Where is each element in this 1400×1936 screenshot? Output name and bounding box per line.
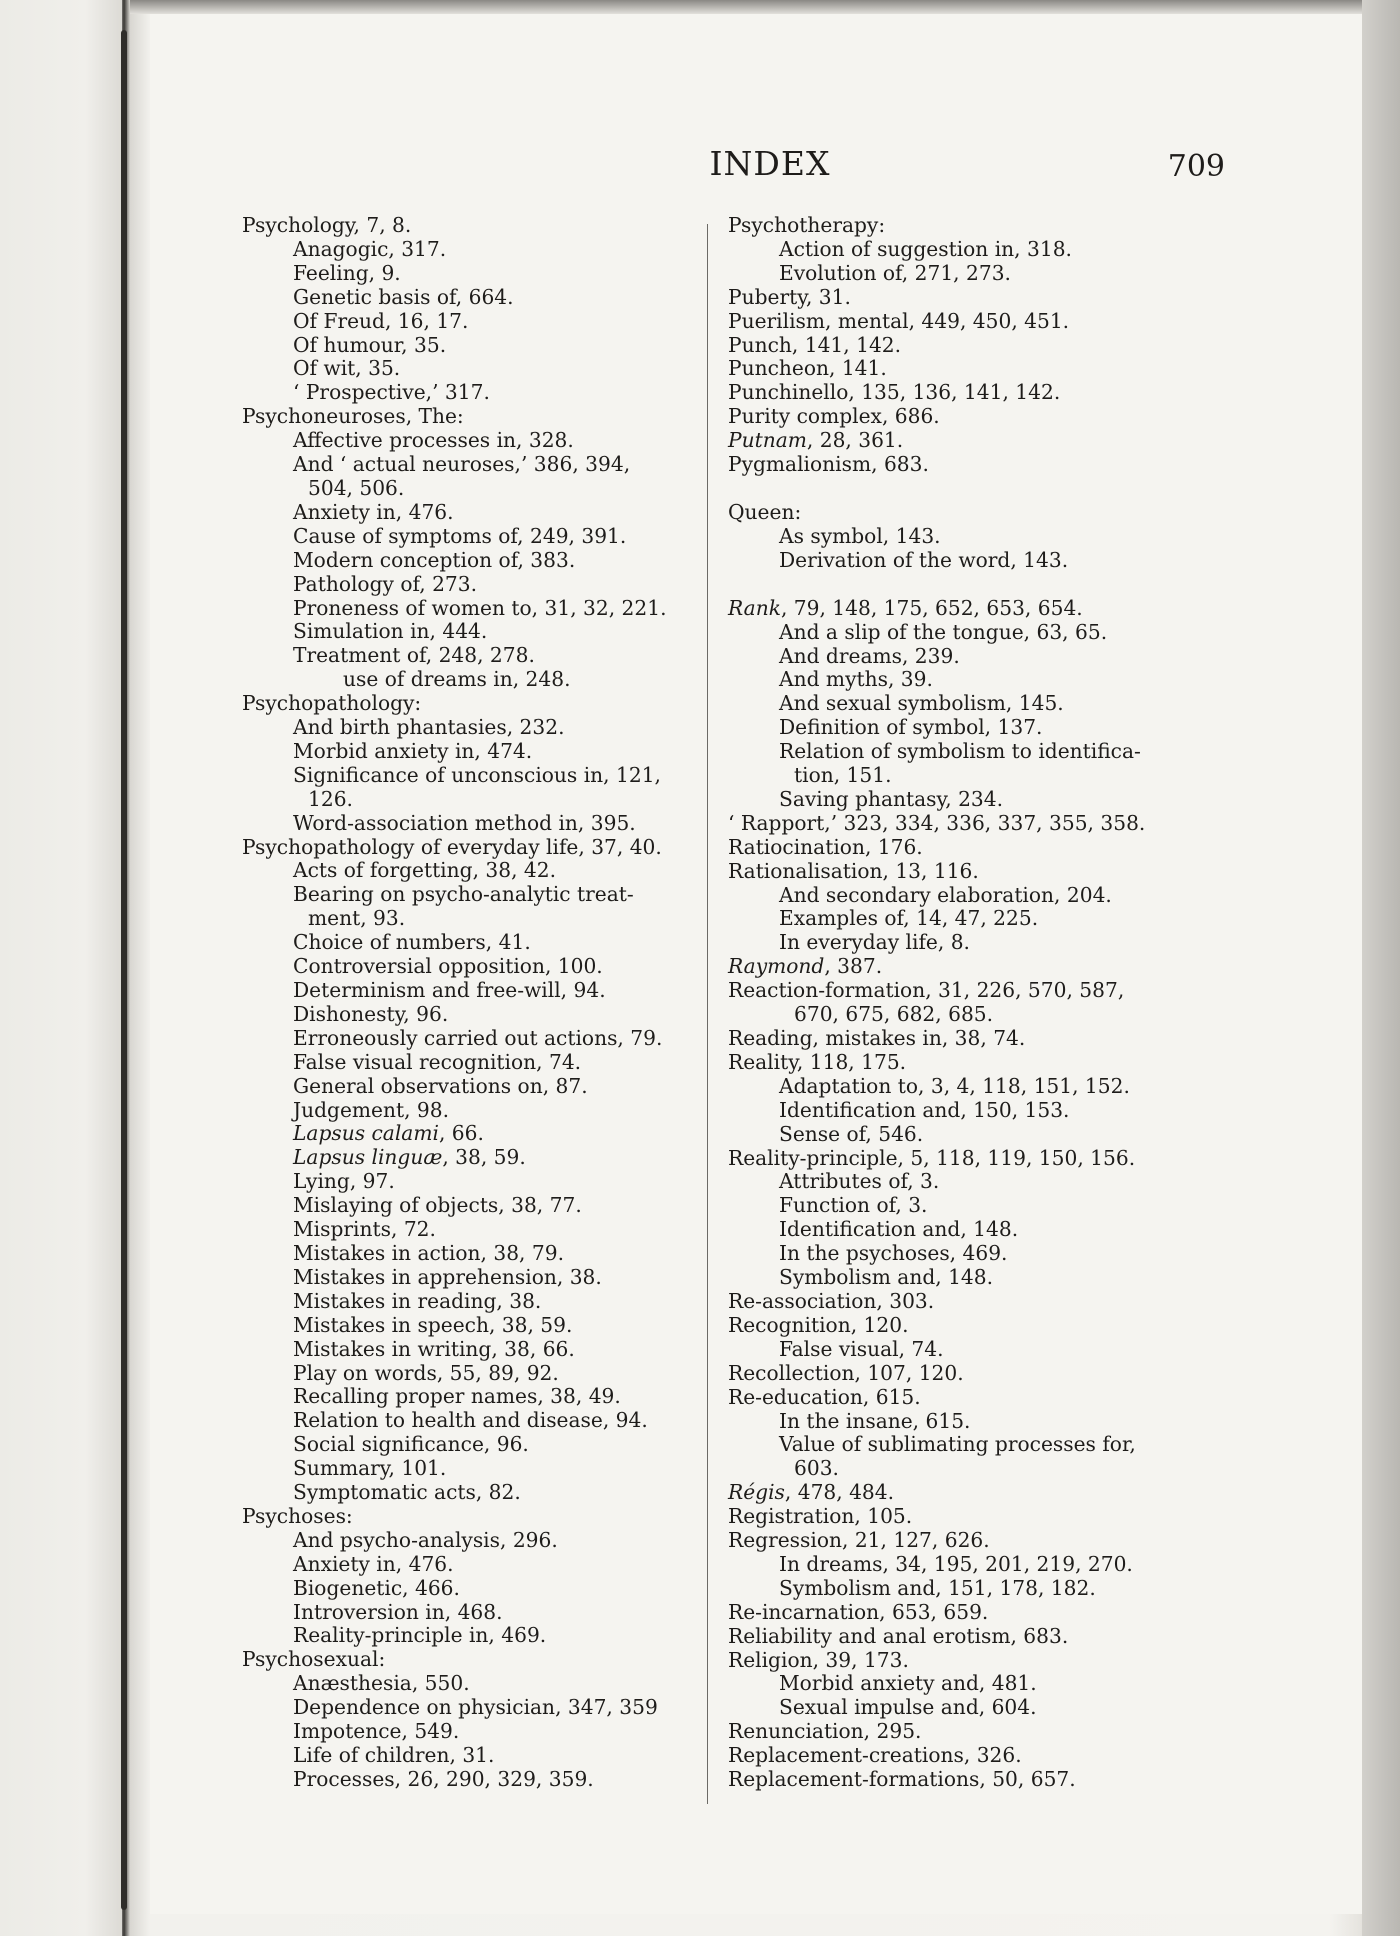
index-heading-entry: Psychoneuroses, The: <box>242 404 464 429</box>
index-subentry: 603. <box>794 1456 839 1481</box>
index-subentry: Mistakes in speech, 38, 59. <box>293 1312 573 1337</box>
index-subentry: Life of children, 31. <box>293 1743 495 1767</box>
index-subentry: Identification and, 150, 153. <box>779 1097 1070 1122</box>
index-subentry: use of dreams in, 248. <box>343 667 571 692</box>
index-subentry: Mistakes in reading, 38. <box>293 1288 542 1313</box>
index-subentry: Mislaying of objects, 38, 77. <box>293 1193 582 1218</box>
index-heading-entry: Puncheon, 141. <box>728 356 887 381</box>
index-subentry: Cause of symptoms of, 249, 391. <box>293 523 627 548</box>
index-subentry: False visual, 74. <box>779 1336 944 1361</box>
top-edge-shadow <box>130 0 1380 14</box>
index-subentry: In dreams, 34, 195, 201, 219, 270. <box>779 1551 1133 1576</box>
index-subentry: Word-association method in, 395. <box>293 810 636 835</box>
index-subentry: Summary, 101. <box>293 1456 447 1481</box>
index-heading-entry: Rank, 79, 148, 175, 652, 653, 654. <box>728 595 1083 620</box>
index-heading-entry: Purity complex, 686. <box>728 404 940 429</box>
index-subentry: Proneness of women to, 31, 32, 221. <box>293 595 667 620</box>
index-page <box>150 14 1362 1914</box>
index-column-left <box>242 214 742 1792</box>
index-subentry: Introversion in, 468. <box>293 1599 503 1624</box>
index-subentry: As symbol, 143. <box>779 523 941 548</box>
index-heading-entry: Rationalisation, 13, 116. <box>728 858 979 883</box>
index-subentry: Morbid anxiety in, 474. <box>293 738 533 763</box>
index-subentry: False visual recognition, 74. <box>293 1049 582 1074</box>
index-subentry: In the psychoses, 469. <box>779 1241 1008 1266</box>
index-subentry: Of wit, 35. <box>293 356 401 381</box>
index-subentry: Recalling proper names, 38, 49. <box>293 1384 621 1409</box>
index-subentry: Modern conception of, 383. <box>293 547 576 572</box>
index-heading-entry: Religion, 39, 173. <box>728 1647 909 1672</box>
index-heading-entry: Psychopathology of everyday life, 37, 40. <box>242 834 662 859</box>
index-heading-entry: Puerilism, mental, 449, 450, 451. <box>728 308 1070 333</box>
index-subentry: In everyday life, 8. <box>779 930 970 955</box>
index-subentry: Action of suggestion in, 318. <box>779 236 1072 261</box>
index-subentry: Lying, 97. <box>293 1169 395 1194</box>
index-subentry: Dishonesty, 96. <box>293 1001 449 1026</box>
index-heading-entry: Psychology, 7, 8. <box>242 213 412 237</box>
index-heading-entry: Reliability and anal erotism, 683. <box>728 1623 1069 1648</box>
index-subentry: Judgement, 98. <box>293 1097 450 1122</box>
index-subentry: And myths, 39. <box>779 667 933 692</box>
index-subentry: Simulation in, 444. <box>293 619 488 644</box>
index-subentry: Misprints, 72. <box>293 1217 436 1242</box>
index-heading-entry: Re-education, 615. <box>728 1384 921 1409</box>
index-subentry: Affective processes in, 328. <box>293 428 574 453</box>
index-heading-entry: Re-incarnation, 653, 659. <box>728 1599 989 1624</box>
index-heading-entry: Regression, 21, 127, 626. <box>728 1528 990 1553</box>
index-subentry: And secondary elaboration, 204. <box>779 882 1112 907</box>
index-subentry: Mistakes in apprehension, 38. <box>293 1264 602 1289</box>
index-subentry: Anagogic, 317. <box>293 236 447 261</box>
index-subentry: Examples of, 14, 47, 225. <box>779 906 1039 931</box>
italic-term: Rank <box>728 595 781 620</box>
index-subentry: Sense of, 546. <box>779 1121 924 1146</box>
index-heading-entry: Re-association, 303. <box>728 1288 935 1313</box>
index-heading-entry: Punchinello, 135, 136, 141, 142. <box>728 380 1061 405</box>
index-heading-entry: Puberty, 31. <box>728 284 851 309</box>
index-subentry: Lapsus linguæ, 38, 59. <box>293 1145 526 1170</box>
index-subentry: And sexual symbolism, 145. <box>779 691 1064 716</box>
page-number: 709 <box>1167 149 1225 184</box>
index-heading-entry: ‘ Rapport,’ 323, 334, 336, 337, 355, 358. <box>728 810 1146 835</box>
index-subentry: Of Freud, 16, 17. <box>293 308 469 333</box>
index-heading-entry: Recognition, 120. <box>728 1312 909 1337</box>
index-subentry: In the insane, 615. <box>779 1408 971 1433</box>
index-subentry: Feeling, 9. <box>293 260 401 285</box>
index-subentry: Pathology of, 273. <box>293 571 478 596</box>
index-subentry: Genetic basis of, 664. <box>293 284 514 309</box>
index-heading-entry: Psychopathology: <box>242 691 422 716</box>
index-subentry: Function of, 3. <box>779 1193 928 1218</box>
index-subentry: Relation to health and disease, 94. <box>293 1408 648 1433</box>
index-subentry: General observations on, 87. <box>293 1073 588 1098</box>
index-subentry: Biogenetic, 466. <box>293 1575 460 1600</box>
book-spine-shadow <box>121 30 127 1910</box>
index-heading-entry: Ratiocination, 176. <box>728 834 923 859</box>
index-subentry: Mistakes in action, 38, 79. <box>293 1240 564 1265</box>
index-subentry: Reality-principle in, 469. <box>293 1623 547 1648</box>
index-subentry: Anxiety in, 476. <box>293 499 454 524</box>
italic-term: Raymond <box>728 954 825 979</box>
index-subentry: Symptomatic acts, 82. <box>293 1480 521 1505</box>
index-heading-entry: Recollection, 107, 120. <box>728 1360 964 1385</box>
facing-page-edge <box>0 0 122 1936</box>
index-subentry: Bearing on psycho-analytic treat- <box>293 882 634 907</box>
index-heading-entry: Replacement-creations, 326. <box>728 1743 1022 1768</box>
index-subentry: Social significance, 96. <box>293 1432 529 1457</box>
index-subentry: Treatment of, 248, 278. <box>293 643 535 668</box>
index-subentry: Processes, 26, 290, 329, 359. <box>293 1766 594 1791</box>
index-heading-entry: Registration, 105. <box>728 1504 913 1529</box>
italic-term: Lapsus linguæ <box>293 1145 443 1170</box>
index-subentry: And dreams, 239. <box>779 643 960 668</box>
index-heading-entry: Reality-principle, 5, 118, 119, 150, 156. <box>728 1145 1136 1170</box>
page-title: INDEX <box>709 144 831 183</box>
index-heading-entry: Reading, mistakes in, 38, 74. <box>728 1026 1026 1050</box>
index-heading-entry: Punch, 141, 142. <box>728 332 902 357</box>
column-divider <box>707 224 708 1804</box>
index-subentry: Attributes of, 3. <box>779 1169 940 1194</box>
index-subentry: Morbid anxiety and, 481. <box>779 1671 1037 1696</box>
index-heading-entry: Reality, 118, 175. <box>728 1049 907 1074</box>
index-subentry: Impotence, 549. <box>293 1719 460 1744</box>
index-heading-entry: Replacement-formations, 50, 657. <box>728 1767 1076 1792</box>
index-subentry: Symbolism and, 151, 178, 182. <box>779 1575 1096 1600</box>
index-subentry: Anxiety in, 476. <box>293 1551 454 1576</box>
index-heading-entry: Queen: <box>728 499 802 524</box>
index-subentry: ‘ Prospective,’ 317. <box>293 380 490 405</box>
index-subentry: 670, 675, 682, 685. <box>794 1002 994 1027</box>
index-column-right <box>728 214 1228 1792</box>
italic-term: Lapsus calami <box>293 1121 439 1146</box>
index-subentry: Derivation of the word, 143. <box>779 547 1069 572</box>
index-heading-entry: Psychosexual: <box>242 1647 386 1672</box>
index-subentry: Value of sublimating processes for, <box>779 1432 1136 1457</box>
index-subentry: Identification and, 148. <box>779 1217 1019 1242</box>
index-subentry: Of humour, 35. <box>293 332 447 357</box>
index-subentry: Relation of symbolism to identifica- <box>779 739 1141 764</box>
index-subentry: Adaptation to, 3, 4, 118, 151, 152. <box>779 1073 1130 1098</box>
index-subentry: 126. <box>308 786 353 811</box>
section-gap <box>728 573 1228 597</box>
index-subentry: Sexual impulse and, 604. <box>779 1695 1037 1720</box>
index-heading-entry: Régis, 478, 484. <box>728 1480 895 1505</box>
index-subentry: Play on words, 55, 89, 92. <box>293 1360 559 1385</box>
right-page-edge <box>1362 0 1400 1936</box>
index-subentry: Definition of symbol, 137. <box>779 715 1043 740</box>
index-subentry: Determinism and free-will, 94. <box>293 978 606 1002</box>
index-heading-entry: Raymond, 387. <box>728 954 883 979</box>
index-heading-entry: Reaction-formation, 31, 226, 570, 587, <box>728 978 1125 1003</box>
section-gap <box>728 477 1228 501</box>
index-subentry: Controversial opposition, 100. <box>293 954 603 979</box>
index-subentry: Mistakes in writing, 38, 66. <box>293 1336 575 1361</box>
index-subentry: And a slip of the tongue, 63, 65. <box>779 619 1108 644</box>
index-subentry: Saving phantasy, 234. <box>779 786 1004 811</box>
index-subentry: Erroneously carried out actions, 79. <box>293 1025 663 1050</box>
index-subentry: And birth phantasies, 232. <box>293 715 565 740</box>
index-subentry: Significance of unconscious in, 121, <box>293 762 661 787</box>
index-subentry: Acts of forgetting, 38, 42. <box>293 858 557 883</box>
index-heading-entry: Psychotherapy: <box>728 213 886 237</box>
index-subentry: Lapsus calami, 66. <box>293 1121 484 1146</box>
index-heading-entry: Pygmalionism, 683. <box>728 452 929 477</box>
index-subentry: tion, 151. <box>794 763 892 788</box>
index-subentry: And ‘ actual neuroses,’ 386, 394, <box>293 452 631 477</box>
index-heading-entry: Renunciation, 295. <box>728 1719 922 1744</box>
index-subentry: 504, 506. <box>308 475 405 500</box>
index-subentry: Symbolism and, 148. <box>779 1265 994 1290</box>
italic-term: Putnam <box>728 428 807 453</box>
index-subentry: Evolution of, 271, 273. <box>779 260 1011 285</box>
index-heading-entry: Psychoses: <box>242 1503 353 1528</box>
index-subentry: Anæsthesia, 550. <box>293 1671 470 1696</box>
italic-term: Régis <box>728 1480 785 1505</box>
index-subentry: Dependence on physician, 347, 359 <box>293 1695 658 1720</box>
index-subentry: Choice of numbers, 41. <box>293 930 531 955</box>
index-heading-entry: Putnam, 28, 361. <box>728 428 904 453</box>
index-subentry: ment, 93. <box>308 906 406 931</box>
index-subentry: And psycho-analysis, 296. <box>293 1527 558 1552</box>
